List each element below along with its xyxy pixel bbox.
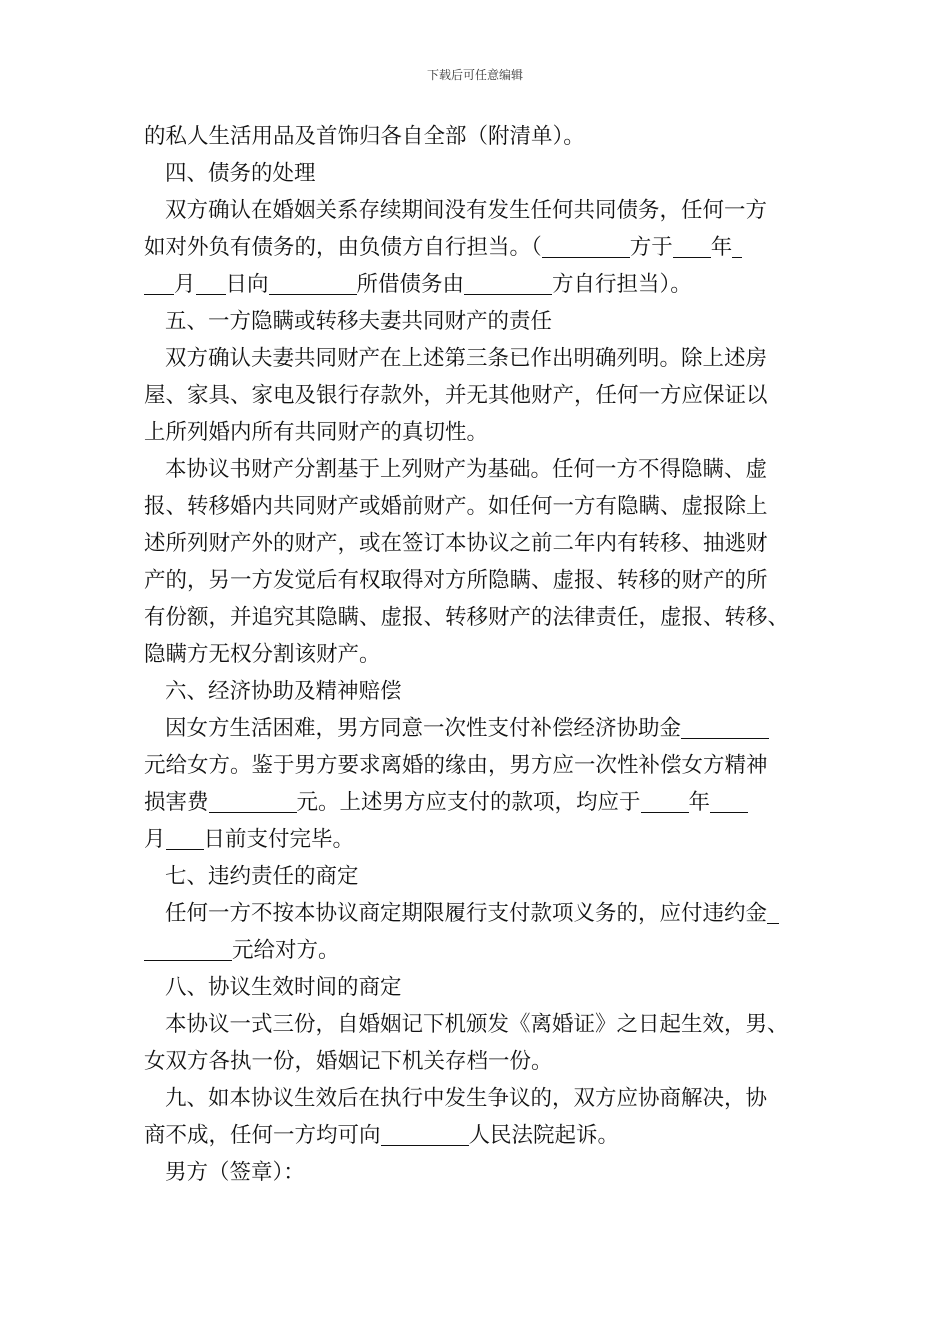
body-line [144, 229, 808, 266]
text-run: 人民法院起诉。 [468, 1123, 620, 1148]
body-line: 的私人生活用品及首饰归各自全部（附清单）。 [144, 124, 585, 149]
section-heading-6: 六、经济协助及精神赔偿 [165, 679, 402, 704]
text-run: 如对外负有债务的，由负债方自行担当。（ [144, 235, 542, 260]
body-line: 双方确认夫妻共同财产在上述第三条已作出明确列明。除上述房 [165, 346, 768, 371]
fill-blank[interactable] [166, 825, 204, 850]
section-heading-5: 五、一方隐瞒或转移夫妻共同财产的责任 [165, 309, 553, 334]
body-line: 屋、家具、家电及银行存款外，并无其他财产，任何一方应保证以 [144, 383, 768, 408]
text-run: 日向 [225, 272, 269, 297]
section-heading-9: 九、如本协议生效后在执行中发生争议的，双方应协商解决，协 [165, 1086, 768, 1111]
text-run: 所借债务由 [356, 272, 465, 297]
text-run: 损害费 [144, 790, 209, 815]
fill-blank[interactable] [269, 270, 357, 295]
body-line [144, 895, 808, 932]
fill-blank[interactable] [767, 899, 779, 924]
body-line: 女双方各执一份，婚姻记下机关存档一份。 [144, 1049, 553, 1074]
body-line [144, 821, 808, 858]
text-run: 因女方生活困难，男方同意一次性支付补偿经济协助金 [165, 716, 682, 741]
fill-blank[interactable] [673, 233, 711, 258]
text-run: 元。上述男方应支付的款项，均应于 [296, 790, 641, 815]
text-run: 任何一方不按本协议商定期限履行支付款项义务的，应付违约金 [165, 901, 768, 926]
body-line: 报、转移婚内共同财产或婚前财产。如任何一方有隐瞒、虚报除上 [144, 494, 768, 519]
section-heading-7: 七、违约责任的商定 [165, 864, 359, 889]
body-line [144, 932, 808, 969]
body-line: 本协议书财产分割基于上列财产为基础。任何一方不得隐瞒、虚 [165, 457, 768, 482]
body-line [144, 710, 808, 747]
body-line: 产的，另一方发觉后有权取得对方所隐瞒、虚报、转移的财产的所 [144, 568, 768, 593]
section-heading-4: 四、债务的处理 [165, 161, 316, 186]
section-heading-8: 八、协议生效时间的商定 [165, 975, 402, 1000]
text-run: 日前支付完毕。 [203, 827, 355, 852]
signature-line: 男方（签章）： [165, 1160, 305, 1185]
body-line [144, 1117, 808, 1154]
page-header: 下载后可任意编辑 [426, 68, 523, 82]
body-line: 本协议一式三份，自婚姻记下机颁发《离婚证》之日起生效，男、 [165, 1012, 789, 1037]
fill-blank[interactable] [542, 233, 630, 258]
fill-blank[interactable] [144, 270, 174, 295]
fill-blank[interactable] [681, 714, 769, 739]
text-run: 元给对方。 [232, 938, 340, 963]
body-line [144, 266, 808, 303]
fill-blank[interactable] [209, 788, 297, 813]
text-run: 商不成，任何一方均可向 [144, 1123, 381, 1148]
text-run: 月 [144, 827, 166, 852]
body-line: 上所列婚内所有共同财产的真切性。 [144, 420, 489, 445]
text-run: 方自行担当）。 [552, 272, 692, 297]
fill-blank[interactable] [381, 1121, 469, 1146]
fill-blank[interactable] [144, 936, 232, 961]
fill-blank[interactable] [464, 270, 552, 295]
text-run: 年 [710, 235, 733, 260]
body-line: 述所列财产外的财产，或在签订本协议之前二年内有转移、抽逃财 [144, 531, 768, 556]
fill-blank[interactable] [732, 233, 742, 258]
fill-blank[interactable] [710, 788, 748, 813]
body-line: 元给女方。鉴于男方要求离婚的缘由，男方应一次性补偿女方精神 [144, 753, 768, 778]
text-run: 方于 [629, 235, 673, 260]
body-line: 有份额，并追究其隐瞒、虚报、转移财产的法律责任，虚报、转移、 [144, 605, 790, 630]
fill-blank[interactable] [641, 788, 689, 813]
body-line [144, 784, 808, 821]
text-run: 月 [174, 272, 196, 297]
body-line: 隐瞒方无权分割该财产。 [144, 642, 381, 667]
fill-blank[interactable] [196, 270, 226, 295]
document-body [144, 118, 808, 1191]
body-line: 双方确认在婚姻关系存续期间没有发生任何共同债务，任何一方 [165, 198, 768, 223]
text-run: 年 [688, 790, 711, 815]
